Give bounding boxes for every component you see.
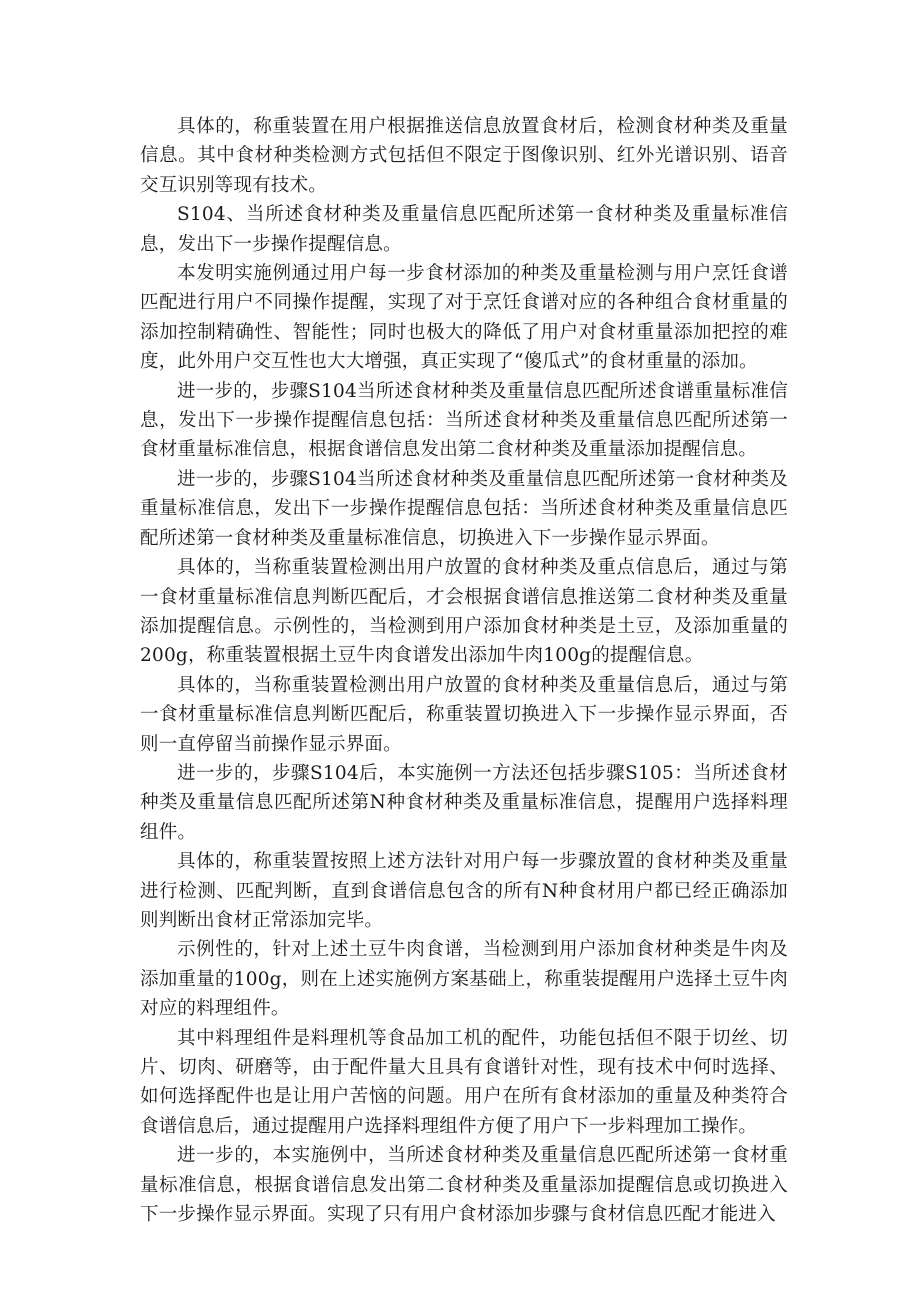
paragraph: 具体的，称重装置在用户根据推送信息放置食材后，检测食材种类及重量信息。其中食材种类检测方式包括但不限定于图像识别、红外光谱识别、语音交互识别等现有技术。 [140,116,788,196]
paragraph: 具体的，当称重装置检测出用户放置的食材种类及重点信息后，通过与第一食材重量标准信息判断匹配后，才会根据食谱信息推送第二食材种类及重量添加提醒信息。示例性的，当检测到用户添加食材种类是土豆，及添加重量的200g，称重装置根据土豆牛肉食谱发出添加牛肉100g的提醒信息。 [140,557,788,667]
paragraph: 本发明实施例通过用户每一步食材添加的种类及重量检测与用户烹饪食谱匹配进行用户不同操作提醒，实现了对于烹饪食谱对应的各种组合食材重量的添加控制精确性、智能性；同时也极大的降低了用户对食材重量添加把控的难度，此外用户交互性也大大增强，真正实现了“傻瓜式”的食材重量的添加。 [140,263,788,373]
paragraph: 具体的，当称重装置检测出用户放置的食材种类及重量信息后，通过与第一食材重量标准信息判断匹配后，称重装置切换进入下一步操作显示界面，否则一直停留当前操作显示界面。 [140,674,788,755]
paragraph: 示例性的，针对上述土豆牛肉食谱，当检测到用户添加食材种类是牛肉及添加重量的100g，则在上述实施例方案基础上，称重装提醒用户选择土豆牛肉对应的料理组件。 [140,939,788,1020]
paragraph: S104、当所述食材种类及重量信息匹配所述第一食材种类及重量标准信息，发出下一步操作提醒信息。 [140,204,788,255]
document-body [140,112,788,1229]
paragraph: 进一步的，步骤S104后，本实施例一方法还包括步骤S105：当所述食材种类及重量信息匹配所述第N种食材种类及重量标准信息，提醒用户选择料理组件。 [140,762,788,843]
paragraph: 具体的，称重装置按照上述方法针对用户每一步骤放置的食材种类及重量进行检测、匹配判断，直到食谱信息包含的所有N种食材用户都已经正确添加则判断出食材正常添加完毕。 [140,851,788,931]
paragraph: 进一步的，步骤S104当所述食材种类及重量信息匹配所述第一食材种类及重量标准信息，发出下一步操作提醒信息包括：当所述食材种类及重量信息匹配所述第一食材种类及重量标准信息，切换进入下一步操作显示界面。 [140,468,788,549]
paragraph: 其中料理组件是料理机等食品加工机的配件，功能包括但不限于切丝、切片、切肉、研磨等，由于配件量大且具有食谱针对性，现有技术中何时选择、如何选择配件也是让用户苦恼的问题。用户在所有食材添加的重量及种类符合食谱信息后，通过提醒用户选择料理组件方便了用户下一步料理加工操作。 [140,1027,788,1137]
paragraph: 进一步的，本实施例中，当所述食材种类及重量信息匹配所述第一食材重量标准信息，根据食谱信息发出第二食材种类及重量添加提醒信息或切换进入下一步操作显示界面。实现了只有用户食材添加步骤与食材信息匹配才能进入 [140,1145,788,1226]
paragraph: 进一步的，步骤S104当所述食材种类及重量信息匹配所述食谱重量标准信息，发出下一步操作提醒信息包括：当所述食材种类及重量信息匹配所述第一食材重量标准信息，根据食谱信息发出第二食材种类及重量添加提醒信息。 [140,380,788,461]
